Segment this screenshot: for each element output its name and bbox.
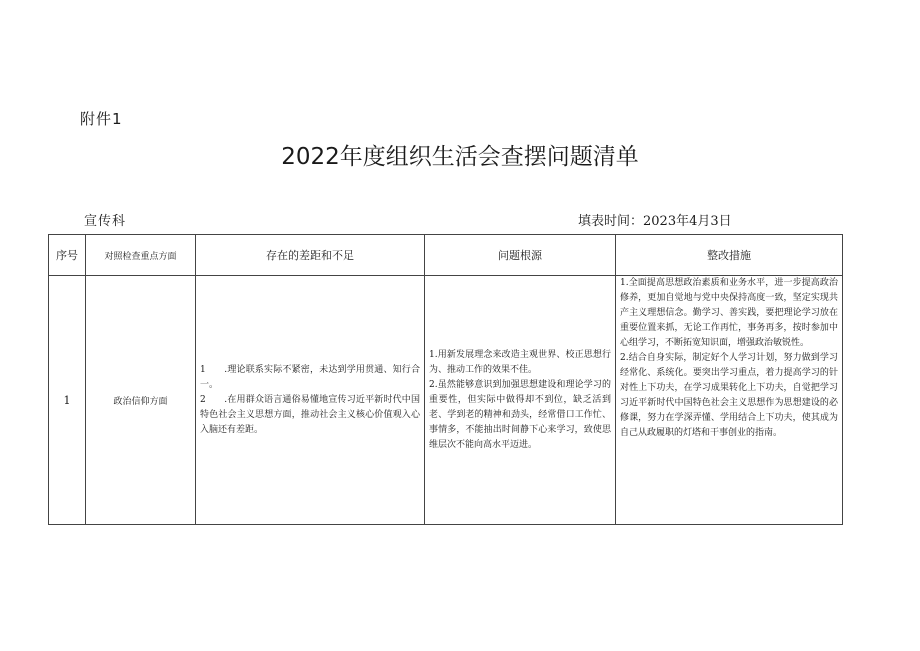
- measures-cell: [616, 276, 843, 525]
- roots-cell: [425, 276, 616, 525]
- root-item: 1.用新发展理念来改造主观世界、校正思想行为、推动工作的效果不佳。: [429, 349, 611, 375]
- table-header-row: [49, 235, 843, 276]
- column-header-gaps: 存在的差距和不足: [196, 235, 425, 276]
- column-header-area: 对照检查重点方面: [86, 235, 196, 276]
- fill-date-label: 填表时间：2023年4月3日: [578, 214, 732, 229]
- gap-item: 1 .理论联系实际不紧密，未达到学用贯通、知行合一。: [200, 364, 420, 390]
- row-area: 政治信仰方面: [86, 276, 196, 525]
- attachment-label: 附件1: [80, 110, 123, 128]
- measure-item: 2.结合自身实际，制定好个人学习计划，努力做到学习经常化、系统化。要突出学习重点，着力提高学习的针对性上下功夫，在学习成果转化上下功夫，自觉把学习习近平新时代中国特色社会主义思想作为思想建设的必修课，努力在学深弄懂、学用结合上下功夫，使其成为自己从政履职的灯塔和干事创业的指南。: [620, 353, 838, 438]
- gaps-cell: [196, 276, 425, 525]
- department-label: 宣传科: [84, 214, 127, 229]
- root-item: 2.虽然能够意识到加强思想建设和理论学习的重要性，但实际中做得却不到位，缺乏活到老、学到老的精神和劲头，经常借口工作忙、事情多，不能抽出时间静下心来学习，致使思维层次不能向高水平迈进。: [429, 379, 611, 450]
- measure-item: 1.全面提高思想政治素质和业务水平，进一步提高政治修养，更加自觉地与党中央保持高度一致，坚定实现共产主义理想信念。勤学习、善实践，要把理论学习放在重要位置来抓，无论工作再忙，事务再多，按时参加中心组学习，不断拓宽知识面，增强政治敏锐性。: [620, 278, 838, 348]
- row-number: 1: [49, 276, 86, 525]
- page-title: 2022年度组织生活会查摆问题清单: [281, 144, 639, 170]
- gap-item: 2 .在用群众语言通俗易懂地宣传习近平新时代中国特色社会主义思想方面，推动社会主义核心价值观入心入脑还有差距。: [200, 394, 420, 435]
- column-header-no: 序号: [49, 235, 86, 276]
- table-row: [49, 276, 843, 525]
- issue-list-table: [48, 234, 843, 525]
- column-header-measures: 整改措施: [616, 235, 843, 276]
- column-header-roots: 问题根源: [425, 235, 616, 276]
